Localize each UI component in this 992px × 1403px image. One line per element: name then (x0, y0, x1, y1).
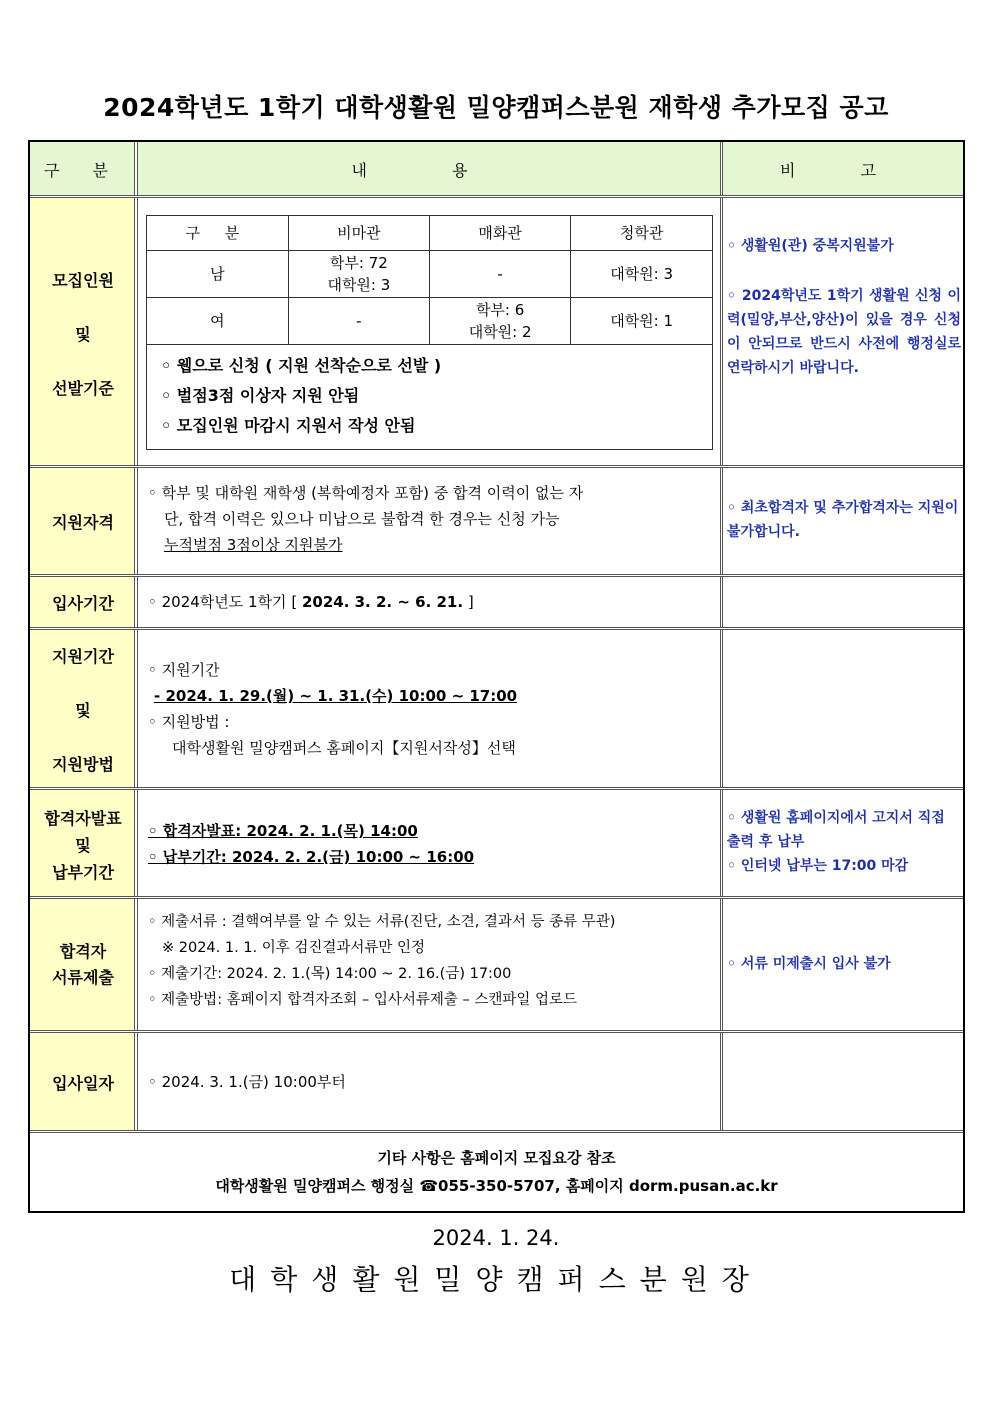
documents-row (30, 899, 963, 1030)
quota-male-maehwa: - (430, 251, 571, 298)
eligibility-text: ◦ 학부 및 대학원 재학생 (복학예정자 포함) 중 합격 이력이 없는 자 단, 합격 이력은 있으나 미납으로 불합격 한 경우는 신청 가능 누적벌점 3점이상 지원불가 (148, 484, 584, 554)
quota-female-label: 여 (147, 298, 288, 345)
application-label-2: 및 (75, 701, 91, 720)
document-title: 2024학년도 1학기 대학생활원 밀양캠퍼스분원 재학생 추가모집 공고 (103, 93, 889, 122)
quota-male-bima: 학부: 72 대학원: 3 (288, 251, 429, 298)
selection-rules (147, 345, 712, 449)
announcement-text: ◦ 합격자발표: 2024. 2. 1.(목) 14:00 ◦ 납부기간: 2024. 2. 2.(금) 10:00 ~ 16:00 (148, 822, 475, 866)
quota-male-cheonghak: 대학원: 3 (571, 251, 712, 298)
rule-closing: ◦ 모집인원 마감시 지원서 작성 안됨 (161, 416, 416, 435)
announcement-row (30, 790, 963, 896)
documents-label-2: 서류제출 (52, 968, 114, 987)
notice-date: 2024. 1. 24. (432, 1226, 560, 1250)
move-in-date-row (30, 1033, 963, 1130)
move-in-date-label: 입사일자 (52, 1074, 114, 1093)
move-in-date-text: ◦ 2024. 3. 1.(금) 10:00부터 (148, 1073, 346, 1091)
signature: 대학생활원밀양캠퍼스분원장 (229, 1263, 763, 1296)
application-text: ◦ 지원기간 - 2024. 1. 29.(월) ~ 1. 31.(수) 10:00 ~ 17:00 ◦ 지원방법 : 대학생활원 밀양캠퍼스 홈페이지【지원서작성】선택 (148, 661, 518, 757)
recruit-label-2: 및 (75, 325, 91, 344)
rule-web-apply: ◦ 웹으로 신청 ( 지원 선착순으로 선발 ) (161, 356, 442, 375)
application-row (30, 630, 963, 787)
move-in-period-label: 입사기간 (52, 594, 114, 613)
announcement-label-1: 합격자발표 (44, 809, 122, 828)
announcement-note-1: ◦ 생활원 홈페이지에서 고지서 직접 출력 후 납부 (727, 810, 945, 850)
quota-female-maehwa: 학부: 6 대학원: 2 (430, 298, 571, 345)
recruit-label-1: 모집인원 (52, 271, 114, 290)
header-row (30, 142, 963, 195)
notice-table (28, 140, 965, 1213)
announcement-label-2: 및 (75, 836, 91, 855)
quota-header-bima: 비마관 (288, 216, 429, 251)
footer-reference: 기타 사항은 홈페이지 모집요강 참조 (377, 1149, 616, 1167)
footer-contact: 대학생활원 밀양캠퍼스 행정실 ☎055-350-5707, 홈페이지 dorm.pusan.ac.kr (215, 1177, 778, 1195)
quota-header-cheonghak: 청학관 (571, 216, 712, 251)
move-in-period-row (30, 577, 963, 627)
application-label-3: 지원방법 (52, 755, 114, 774)
move-in-period-text: ◦ 2024학년도 1학기 [ 2024. 3. 2. ~ 6. 21. ] (148, 593, 474, 611)
quota-male-label: 남 (147, 251, 288, 298)
documents-note: ◦ 서류 미제출시 입사 불가 (727, 956, 891, 972)
rule-penalty: ◦ 벌점3점 이상자 지원 안됨 (161, 386, 360, 405)
quota-header-category: 구 분 (147, 216, 288, 251)
header-remarks: 비 고 (780, 161, 906, 180)
announcement-note-2: ◦ 인터넷 납부는 17:00 마감 (727, 858, 909, 874)
eligibility-label: 지원자격 (52, 513, 114, 532)
quota-header-maehwa: 매화관 (430, 216, 571, 251)
quota-table (147, 216, 712, 345)
recruit-label-3: 선발기준 (52, 379, 114, 398)
quota-box (146, 215, 713, 450)
eligibility-row (30, 468, 963, 574)
announcement-label-3: 납부기간 (52, 863, 114, 882)
quota-female-cheonghak: 대학원: 1 (571, 298, 712, 345)
header-content: 내 용 (351, 161, 508, 180)
eligibility-note: ◦ 최초합격자 및 추가합격자는 지원이 불가합니다. (727, 500, 959, 540)
recruit-note-1: ◦ 생활원(관) 중복지원불가 (727, 238, 894, 254)
header-category: 구 분 (44, 161, 122, 180)
quota-female-bima: - (288, 298, 429, 345)
documents-label-1: 합격자 (59, 942, 107, 961)
documents-text: ◦ 제출서류 : 결핵여부를 알 수 있는 서류(진단, 소견, 결과서 등 종류 무관) ※ 2024. 1. 1. 이후 검진결과서류만 인정 ◦ 제출기간: 2024. 2. 1.(목) 14:00 ~ 2. 16.(금) 17:00 ◦ 제출방법: 홈페이지 합격자조회 – 입사서류제출 – 스캔파일 업로드 (148, 914, 616, 1008)
recruit-note-2: ◦ 2024학년도 1학기 생활원 신청 이력(밀양,부산,양산)이 있을 경우 신청이 안되므로 반드시 사전에 행정실로 연락하시기 바랍니다. (727, 288, 961, 376)
application-label-1: 지원기간 (52, 647, 114, 666)
